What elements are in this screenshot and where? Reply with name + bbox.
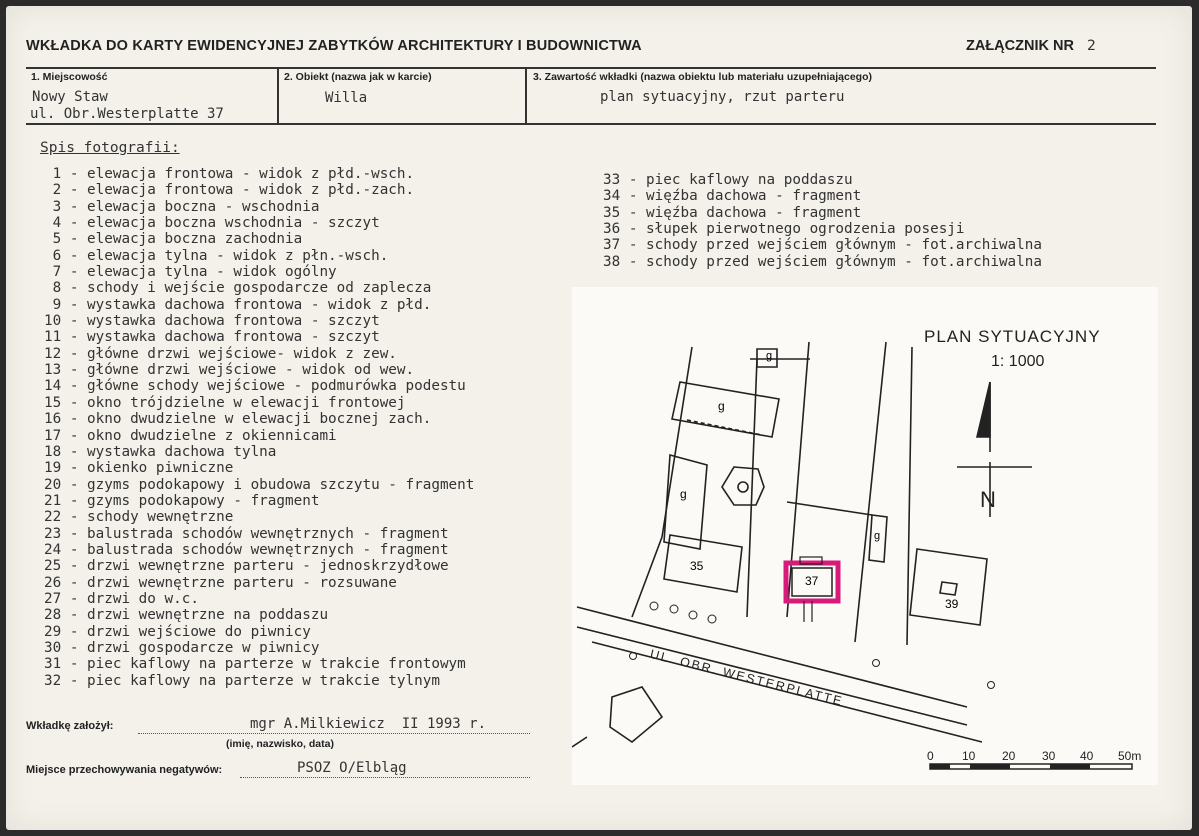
photo-list-item: 26 - drzwi wewnętrzne parteru - rozsuwane [44,574,397,591]
photo-list-item: 35 - więźba dachowa - fragment [603,204,862,221]
storage-label: Miejsce przechowywania negatywów: [26,764,223,776]
photo-list-item: 32 - piec kaflowy na parterze w trakcie tylnym [44,672,440,689]
photo-list-item: 10 - wystawka dachowa frontowa - szczyt [44,313,380,330]
building-label-g1: g [718,399,725,413]
photo-list-item: 34 - więźba dachowa - fragment [603,188,862,205]
photo-list-item: 29 - drzwi wejściowe do piwnicy [44,623,311,640]
scale-tick-40: 40 [1080,749,1094,763]
plot-line-3 [855,342,886,642]
photo-list-item: 1 - elewacja frontowa - widok z płd.-wsch. [44,166,415,182]
building-label-37: 37 [805,574,819,588]
locality-value-line1: Nowy Staw [32,89,108,105]
scale-tick-10: 10 [962,749,976,763]
photo-list-item: 2 - elewacja frontowa - widok z płd.-zach. [44,182,415,199]
object-value: Willa [325,90,368,106]
building-37-steps [804,601,812,622]
photo-list-item: 33 - piec kaflowy na poddaszu [603,172,853,188]
building-label-35: 35 [690,559,704,573]
plot-boundary-west [632,347,692,617]
photo-list-item: 30 - drzwi gospodarcze w piwnicy [44,639,320,656]
photo-list-item: 3 - elewacja boczna - wschodnia [44,198,320,215]
photo-list-item: 28 - drzwi wewnętrzne na poddaszu [44,607,329,624]
building-label-g3: g [680,487,687,501]
north-label: N [980,487,996,512]
photo-list-item: 5 - elewacja boczna zachodnia [44,231,303,248]
building-g1 [672,382,779,437]
photo-list-item: 24 - balustrada schodów wewnętrznych - fragment [44,541,449,558]
photo-list-left [44,166,474,689]
field-divider-1 [277,67,279,125]
plan-scale: 1: 1000 [991,353,1045,370]
photo-list-item: 23 - balustrada schodów wewnętrznych - fragment [44,525,449,542]
photo-list-item: 36 - słupek pierwotnego ogrodzenia posesji [603,221,965,238]
photo-list-item: 18 - wystawka dachowa tylna [44,443,277,460]
scale-tick-0: 0 [927,749,934,763]
photo-list-item: 16 - okno dwudzielne w elewacji bocznej zach. [44,411,432,428]
photo-list-item: 22 - schody wewnętrzne [44,509,234,526]
photo-list-item: 14 - główne schody wejściowe - podmurówka podestu [44,378,466,395]
photo-list-item: 38 - schody przed wejściem głównym - fot.archiwalna [603,253,1042,270]
content-label: 3. Zawartość wkładki (nazwa obiektu lub materiału uzupełniającego) [533,71,872,83]
scale-bar [930,764,1132,769]
photo-list-item: 31 - piec kaflowy na parterze w trakcie frontowym [44,656,466,673]
content-value: plan sytuacyjny, rzut parteru [600,89,845,105]
scale-tick-50: 50m [1118,749,1142,763]
field-divider-2 [525,67,527,125]
created-by-label: Wkładkę założył: [26,720,114,732]
photo-list-item: 15 - okno trójdzielne w elewacji frontowej [44,394,406,411]
photo-list-item: 8 - schody i wejście gospodarcze od zaplecza [44,280,432,297]
building-label-g4: g [874,530,881,542]
header-rule-top [26,67,1156,69]
object-label: 2. Obiekt (nazwa jak w karcie) [284,71,432,83]
street-label: UL. OBR. WESTERPLATTE [648,647,845,709]
building-label-39: 39 [945,597,959,611]
photo-list-item: 27 - drzwi do w.c. [44,590,199,607]
storage-line [240,777,530,778]
pavilion-center [738,482,748,492]
photo-list-item: 6 - elewacja tylna - widok z płn.-wsch. [44,247,389,264]
photo-list-item: 13 - główne drzwi wejściowe - widok od wew. [44,362,415,379]
scale-tick-30: 30 [1042,749,1056,763]
photo-list-right [603,172,1042,270]
photo-list-item: 11 - wystawka dachowa frontowa - szczyt [44,329,380,346]
form-title: WKŁADKA DO KARTY EWIDENCYJNEJ ZABYTKÓW ARCHITEKTURY I BUDOWNICTWA [26,38,642,54]
photo-list-title: Spis fotografii: [40,140,180,156]
building-south-edge [572,737,587,747]
created-by-hint: (imię, nazwisko, data) [226,738,334,750]
plot-cross-line [787,502,872,515]
photo-list-item: 17 - okno dwudzielne z okiennicami [44,427,337,444]
photo-list-item: 37 - schody przed wejściem głównym - fot.archiwalna [603,237,1042,254]
photo-list-item: 12 - główne drzwi wejściowe- widok z zew. [44,345,397,362]
photo-list-item: 19 - okienko piwniczne [44,460,234,477]
photo-list-item: 7 - elewacja tylna - widok ogólny [44,264,337,281]
photo-list-item: 9 - wystawka dachowa frontowa - widok z płd. [44,296,432,313]
photo-list-item: 20 - gzyms podokapowy i obudowa szczytu - fragment [44,476,475,493]
building-label-g2: g [766,350,773,362]
scale-tick-20: 20 [1002,749,1016,763]
photo-list-item: 21 - gzyms podokapowy - fragment [44,492,320,509]
plan-title: PLAN SYTUACYJNY [924,327,1101,346]
created-by-line [138,733,530,734]
created-by-value: mgr A.Milkiewicz II 1993 r. [250,716,487,732]
photo-list-item: 25 - drzwi wewnętrzne parteru - jednoskrzydłowe [44,558,449,575]
street-edge-north [577,607,967,707]
locality-value-line2: ul. Obr.Westerplatte 37 [30,106,224,122]
building-39 [910,549,987,625]
photo-list-item: 4 - elewacja boczna wschodnia - szczyt [44,215,380,232]
pavilion-octagon [722,467,764,505]
storage-value: PSOZ O/Elbląg [297,760,407,776]
building-south [610,687,662,742]
header-rule-bottom [26,123,1156,125]
attachment-label: ZAŁĄCZNIK NR [966,38,1074,54]
locality-label: 1. Miejscowość [31,71,108,83]
building-g1-dash [687,420,762,435]
site-plan [572,287,1158,785]
attachment-number: 2 [1087,38,1096,54]
site-plan-drawing [572,287,1158,785]
building-39-annex [940,582,957,595]
